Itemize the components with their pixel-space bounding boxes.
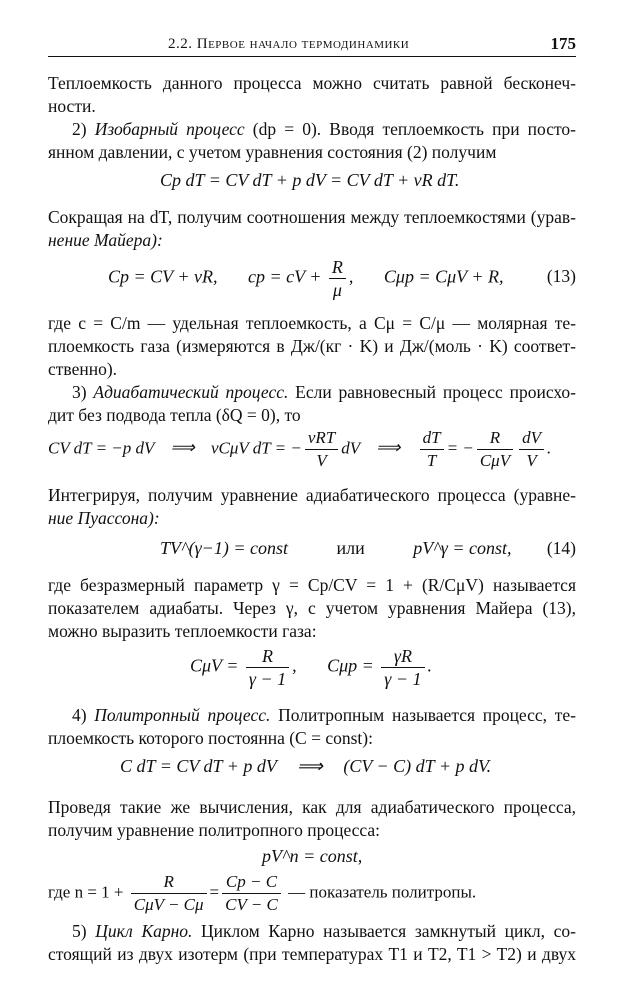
equation-polytropic-definition: C dT = CV dT + p dV ⟹ (CV − C) dT + p dV.: [120, 756, 492, 776]
equation-poisson: TV^(γ−1) = const или pV^γ = const,: [160, 538, 512, 558]
equation-heat-capacities: CμV = $\frac{R}{\gamma - 1}$ , Cμp = $\frac{\gamma R}{\gamma - 1}$ .: [190, 646, 433, 689]
text-line: 4) Политропный процесс. Политропным называется процесс, те-: [72, 705, 576, 725]
text-line: янном давлении, с учетом уравнения состояния (2) получим: [48, 142, 497, 162]
running-header: [48, 32, 576, 56]
text-line: ственно).: [48, 359, 118, 379]
text-line: стоящий из двух изотерм (при температурах T1 и T2, T1 > T2) и двух: [48, 944, 576, 964]
text-line: можно выразить теплоемкости газа:: [48, 621, 317, 641]
text-line: ние Пуассона):: [48, 508, 160, 528]
text-line: Сокращая на dT, получим соотношения между теплоемкостями (урав-: [48, 207, 576, 227]
text-line: 5) Цикл Карно. Циклом Карно называется замкнутый цикл, со-: [72, 921, 576, 941]
equation-mayer: Cp = CV + νR, cp = cV + $\frac{R}{\mu}$ , Cμp = CμV + R,: [108, 257, 504, 300]
text-line: Теплоемкость данного процесса можно считать равной бесконеч-: [48, 73, 576, 93]
text-line: показателем адиабаты. Через γ, с учетом уравнения Майера (13),: [48, 598, 576, 618]
text-line: нение Майера):: [48, 230, 163, 250]
page-number: 175: [550, 34, 576, 53]
text-line: плоемкость которого постоянна (C = const):: [48, 728, 373, 748]
text-line: плоемкость газа (измеряются в Дж/(кг · K) и Дж/(моль · K) соответ-: [48, 336, 576, 356]
header-rule: [48, 56, 576, 57]
text-line: 2) Изобарный процесс (dp = 0). Вводя теплоемкость при посто-: [72, 119, 576, 139]
equation-isobaric: Cp dT = CV dT + p dV = CV dT + νR dT.: [160, 170, 460, 190]
equation-number: (14): [546, 538, 576, 558]
text-line: Интегрируя, получим уравнение адиабатического процесса (уравне-: [48, 485, 576, 505]
text-line: Проведя такие же вычисления, как для адиабатического процесса,: [48, 797, 576, 817]
text-line: получим уравнение политропного процесса:: [48, 820, 381, 840]
text-line: где c = C/m — удельная теплоемкость, а Cμ = C/μ — молярная те-: [48, 313, 576, 333]
text-line: где безразмерный параметр γ = Cp/CV = 1 + (R/CμV) называется: [48, 575, 576, 595]
text-line: ности.: [48, 96, 96, 116]
equation-number: (13): [546, 266, 576, 286]
section-title: 2.2. Первое начало термодинамики: [168, 36, 410, 52]
text-line: дит без подвода тепла (δQ = 0), то: [48, 405, 301, 425]
equation-polytropic: pV^n = const,: [262, 846, 363, 866]
equation-adiabatic: CV dT = −p dV ⟹ νCμV dT = − $\frac{\text{νRT}}{V}$ dV ⟹ $\frac{dT}{T}$ = − $\frac{R}{\text{CμV}}$ $\frac{dV}{V}$ .: [48, 428, 552, 470]
text-line: 3) Адиабатический процесс. Если равновесный процесс происхо-: [72, 382, 577, 402]
text-line-polytropic-index: где n = 1 + $\frac{R}{\text{CμV − Cμ}}$ = $\frac{Cp - C}{CV - C}$ — показатель политропы.: [48, 872, 477, 914]
